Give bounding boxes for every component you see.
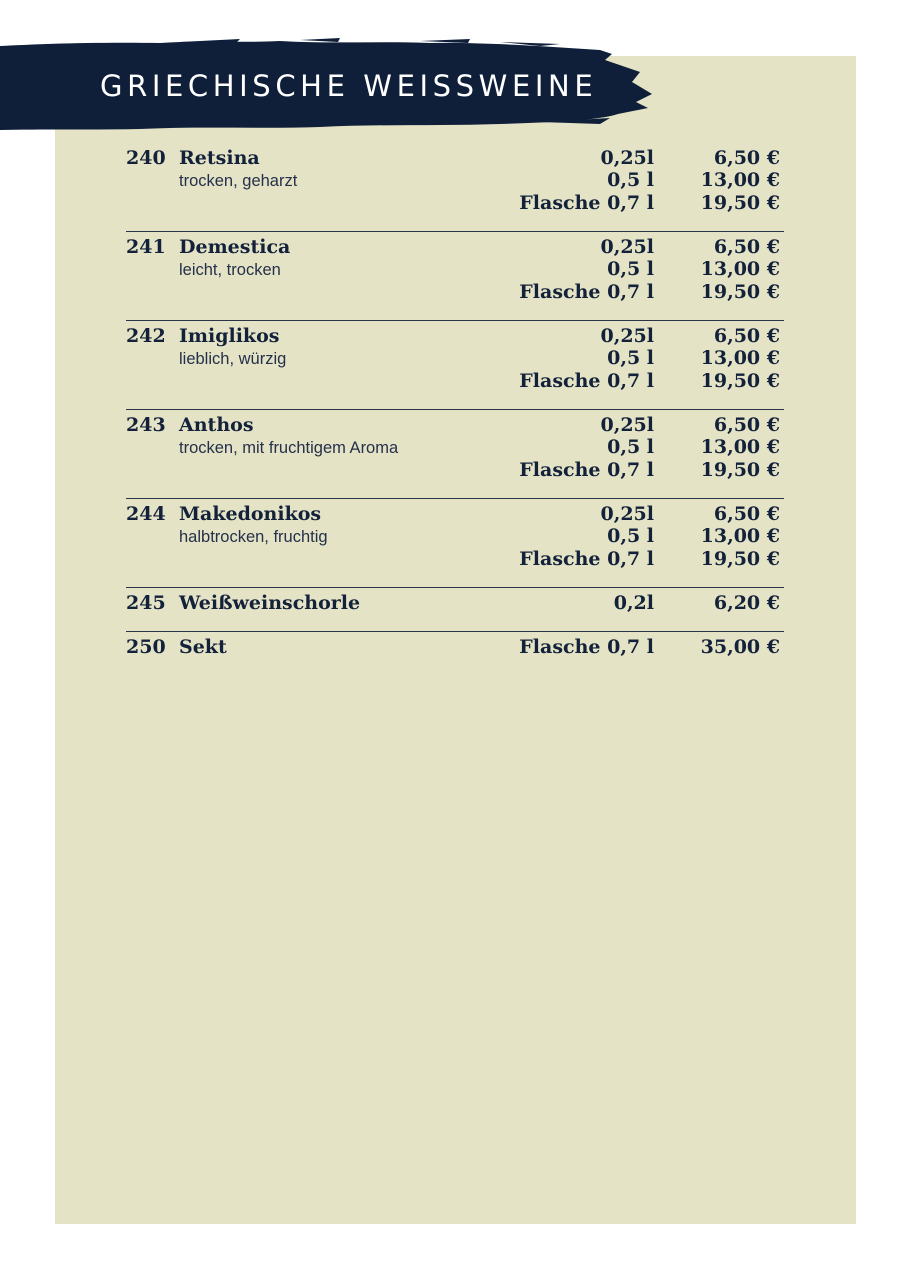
- item-sizes: [519, 147, 654, 214]
- item-name: Makedonikos: [179, 503, 322, 525]
- price-label: 6,50 €: [713, 325, 780, 347]
- size-label: Flasche 0,7 l: [519, 191, 654, 214]
- item-description: halbtrocken, fruchtig: [179, 528, 328, 546]
- size-label: 0,25l: [600, 503, 654, 525]
- price-label: 6,50 €: [713, 147, 780, 169]
- item-number: 243: [126, 414, 166, 436]
- item-number: 244: [126, 503, 166, 525]
- item-name: Anthos: [179, 414, 254, 436]
- size-label: Flasche 0,7 l: [519, 636, 654, 658]
- menu-item-243: [126, 410, 784, 499]
- size-label: 0,25l: [600, 147, 654, 169]
- menu-item-250: [126, 632, 784, 675]
- price-label: 35,00 €: [700, 636, 780, 658]
- item-number: 250: [126, 636, 166, 658]
- item-number: 240: [126, 147, 166, 169]
- price-label: 13,00 €: [700, 347, 780, 370]
- price-label: 19,50 €: [700, 458, 780, 481]
- size-label: 0,5 l: [607, 169, 654, 192]
- item-prices: [701, 414, 780, 481]
- menu-item-242: [126, 321, 784, 410]
- price-label: 19,50 €: [700, 280, 780, 303]
- menu-item-244: [126, 499, 784, 588]
- item-sizes: [519, 636, 654, 658]
- size-label: 0,5 l: [607, 525, 654, 548]
- item-prices: [701, 325, 780, 392]
- page-title: GRIECHISCHE WEISSWEINE: [100, 69, 598, 103]
- price-label: 19,50 €: [700, 191, 780, 214]
- item-name: Demestica: [179, 236, 291, 258]
- item-name: Imiglikos: [179, 325, 280, 347]
- size-label: 0,5 l: [607, 258, 654, 281]
- item-sizes: [519, 325, 654, 392]
- menu-item-240: [126, 143, 784, 232]
- price-label: 13,00 €: [700, 258, 780, 281]
- item-description: trocken, mit fruchtigem Aroma: [179, 439, 399, 457]
- item-name: Sekt: [179, 636, 227, 658]
- item-number: 242: [126, 325, 166, 347]
- item-sizes: [519, 414, 654, 481]
- item-prices: [701, 636, 780, 658]
- price-label: 6,50 €: [713, 414, 780, 436]
- item-prices: [714, 592, 780, 614]
- item-sizes: [519, 503, 654, 570]
- price-label: 13,00 €: [700, 169, 780, 192]
- item-number: 241: [126, 236, 166, 258]
- item-prices: [701, 503, 780, 570]
- size-label: 0,25l: [600, 325, 654, 347]
- item-prices: [701, 236, 780, 303]
- size-label: 0,25l: [600, 236, 654, 258]
- item-sizes: [614, 592, 654, 614]
- size-label: 0,2l: [613, 592, 654, 614]
- wine-list: [126, 143, 784, 675]
- item-name: Weißweinschorle: [179, 592, 361, 614]
- price-label: 6,50 €: [713, 503, 780, 525]
- item-sizes: [519, 236, 654, 303]
- size-label: Flasche 0,7 l: [519, 458, 654, 481]
- item-description: leicht, trocken: [179, 261, 281, 279]
- item-name: Retsina: [179, 147, 260, 169]
- header-banner: [0, 38, 660, 134]
- price-label: 13,00 €: [700, 525, 780, 548]
- menu-item-245: [126, 588, 784, 632]
- price-label: 6,50 €: [713, 236, 780, 258]
- price-label: 19,50 €: [700, 369, 780, 392]
- price-label: 6,20 €: [713, 592, 780, 614]
- item-description: trocken, geharzt: [179, 172, 298, 190]
- item-number: 245: [126, 592, 166, 614]
- item-prices: [701, 147, 780, 214]
- price-label: 19,50 €: [700, 547, 780, 570]
- size-label: 0,25l: [600, 414, 654, 436]
- menu-item-241: [126, 232, 784, 321]
- item-description: lieblich, würzig: [179, 350, 287, 368]
- price-label: 13,00 €: [700, 436, 780, 459]
- size-label: Flasche 0,7 l: [519, 280, 654, 303]
- size-label: Flasche 0,7 l: [519, 369, 654, 392]
- size-label: Flasche 0,7 l: [519, 547, 654, 570]
- size-label: 0,5 l: [607, 436, 654, 459]
- size-label: 0,5 l: [607, 347, 654, 370]
